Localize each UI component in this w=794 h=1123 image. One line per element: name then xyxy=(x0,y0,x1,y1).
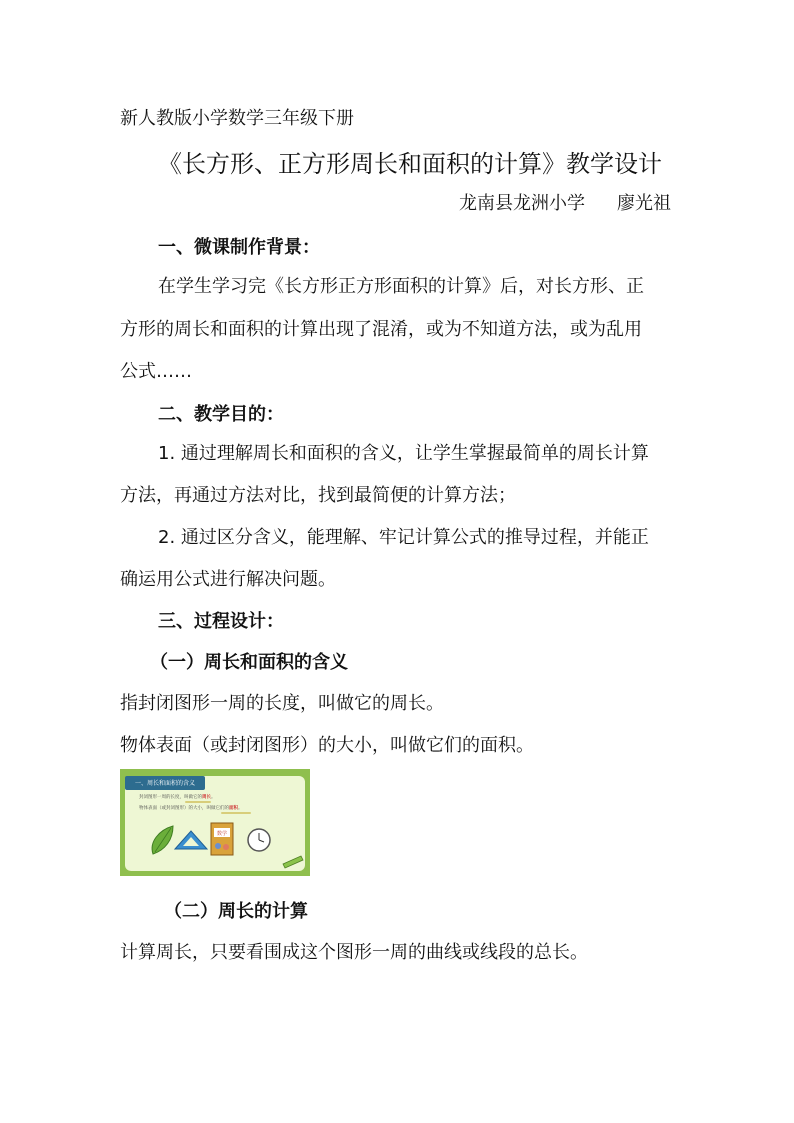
paragraph-line: 在学生学习完《长方形正方形面积的计算》后，对长方形、正 xyxy=(158,276,644,297)
slide-illustrations xyxy=(125,776,305,871)
slide-line-2: 物体表面（或封闭图形）的大小，叫做它们的面积。 xyxy=(139,806,243,811)
section2-heading: 二、教学目的： xyxy=(158,404,284,425)
paragraph-line: 物体表面（或封闭图形）的大小，叫做它们的面积。 xyxy=(120,735,534,756)
triangle-icon xyxy=(175,831,207,849)
paragraph-line: 确运用公式进行解决问题。 xyxy=(120,569,336,590)
paragraph-line: 1. 通过理解周长和面积的含义，让学生掌握最简单的周长计算 xyxy=(158,443,649,464)
series-label: 新人教版小学数学三年级下册 xyxy=(120,108,354,129)
slide-header-text: 一、周长和面积的含义 xyxy=(135,780,196,787)
paragraph-line: 计算周长，只要看围成这个图形一周的曲线或线段的总长。 xyxy=(120,942,588,963)
pencil-icon xyxy=(283,856,303,868)
slide-panel xyxy=(125,776,305,871)
paragraph-line: 指封闭图形一周的长度，叫做它的周长。 xyxy=(120,693,444,714)
paragraph-line: 方形的周长和面积的计算出现了混淆，或为不知道方法，或为乱用 xyxy=(120,319,642,340)
book-label: 数学 xyxy=(216,831,228,837)
paragraph-line: 方法，再通过方法对比，找到最简便的计算方法； xyxy=(120,485,516,506)
slide-line-1: 封闭图形一周的长度，叫做它的周长。 xyxy=(139,795,216,800)
leaf-icon xyxy=(152,826,173,854)
book-icon xyxy=(211,823,233,855)
lesson-slide-image xyxy=(120,769,310,876)
paragraph-line: 2. 通过区分含义，能理解、牢记计算公式的推导过程，并能正 xyxy=(158,527,649,548)
clock-icon xyxy=(248,829,270,851)
author-name: 廖光祖 xyxy=(617,193,671,214)
paragraph-line: 公式…… xyxy=(120,361,192,382)
document-title: 《长方形、正方形周长和面积的计算》教学设计 xyxy=(158,150,662,178)
section3-heading: 三、过程设计： xyxy=(158,611,284,632)
subsection2-heading: （二）周长的计算 xyxy=(164,901,308,922)
subsection1-heading: （一）周长和面积的含义 xyxy=(150,652,348,673)
section1-heading: 一、微课制作背景： xyxy=(158,237,320,258)
author-school: 龙南县龙洲小学 xyxy=(459,193,585,214)
